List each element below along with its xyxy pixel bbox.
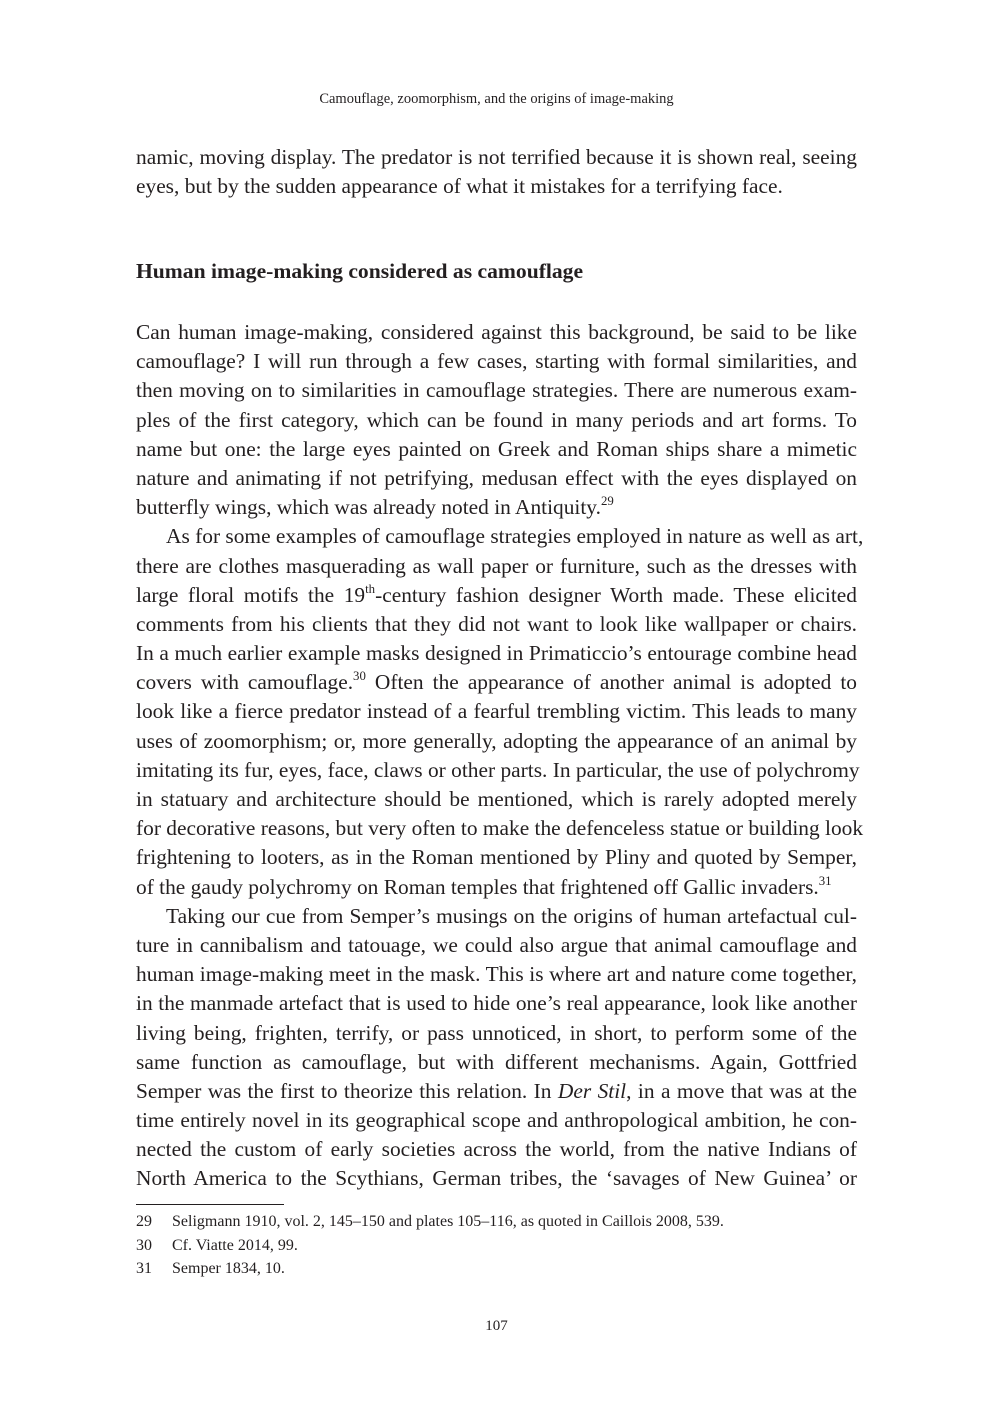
text-segment: -century fashion designer Worth made. These elicited <box>375 582 857 607</box>
footnote-ref[interactable]: 31 <box>818 873 832 888</box>
italic-title: Der Stil <box>557 1078 627 1103</box>
text-segment: butterfly wings, which was already noted in Antiquity. <box>136 495 601 520</box>
text-line: North America to the Scythians, German tribes, the ‘savages of New Guinea’ or <box>136 1166 857 1191</box>
footnote-text: Cf. Viatte 2014, 99. <box>172 1236 298 1254</box>
footnote-ref[interactable]: 29 <box>600 494 614 509</box>
text-line: for decorative reasons, but very often to make the defenceless statue or building look <box>136 816 864 841</box>
text-line: then moving on to similarities in camouflage strategies. There are numerous exam- <box>136 378 857 403</box>
footnote-text: Seligmann 1910, vol. 2, 145–150 and plates 105–116, as quoted in Caillois 2008, 539. <box>172 1213 724 1230</box>
text-line: name but one: the large eyes painted on Greek and Roman ships share a mimetic <box>136 436 857 461</box>
text-line: same function as camouflage, but with different mechanisms. Again, Gottfried <box>136 1049 857 1074</box>
section-heading: Human image-making considered as camouflage <box>136 259 584 283</box>
text-line <box>136 873 857 902</box>
text-line: In a much earlier example masks designed in Primaticcio’s entourage combine head <box>136 641 857 666</box>
carryover-paragraph <box>136 143 857 201</box>
text-line: there are clothes masquerading as wall paper or furniture, such as the dresses with <box>136 553 857 578</box>
text-line <box>136 668 857 697</box>
text-line: comments from his clients that they did not want to look like wallpaper or chairs. <box>136 611 857 636</box>
text-line: human image-making meet in the mask. This is where art and nature come together, <box>136 962 857 987</box>
text-line: ture in cannibalism and tatouage, we could also argue that animal camouflage and <box>136 932 857 957</box>
body-text <box>136 318 864 1194</box>
footnote-text: Semper 1834, 10. <box>172 1260 285 1277</box>
text-segment: large floral motifs the 19 <box>136 582 366 607</box>
text-line: nature and animating if not petrifying, medusan effect with the eyes displayed on <box>136 465 857 490</box>
running-head: Camouflage, zoomorphism, and the origins of image-making <box>319 91 674 107</box>
footnote <box>136 1210 724 1234</box>
text-line: frightening to looters, as in the Roman mentioned by Pliny and quoted by Semper, <box>136 845 857 870</box>
footnote <box>136 1257 724 1281</box>
footnote-number: 29 <box>136 1213 152 1230</box>
footnotes <box>136 1210 724 1281</box>
text-line: imitating its fur, eyes, face, claws or other parts. In particular, the use of polychromy <box>136 757 860 782</box>
text-line: namic, moving display. The predator is not terrified because it is shown real, seeing <box>136 145 857 169</box>
text-line: Taking our cue from Semper’s musings on the origins of human artefactual cul- <box>166 903 857 928</box>
text-line: time entirely novel in its geographical scope and anthropological ambition, he con- <box>136 1108 857 1133</box>
text-line: living being, frighten, terrify, or pass unnoticed, in short, to perform some of the <box>136 1020 857 1045</box>
page-number: 107 <box>485 1318 508 1334</box>
footnote-number: 30 <box>136 1236 152 1254</box>
superscript: th <box>365 581 376 596</box>
text-line: look like a fierce predator instead of a fearful trembling victim. This leads to many <box>136 699 857 724</box>
text-line <box>136 581 857 610</box>
text-segment: covers with camouflage. <box>136 670 354 695</box>
footnote-rule <box>136 1204 284 1205</box>
text-line: uses of zoomorphism; or, more generally, adopting the appearance of an animal by <box>136 728 857 753</box>
text-line <box>136 1077 857 1106</box>
text-line: Can human image-making, considered against this background, be said to be like <box>136 320 857 344</box>
text-line: in statuary and architecture should be mentioned, which is rarely adopted merely <box>136 787 857 811</box>
text-line: ples of the first category, which can be found in many periods and art forms. To <box>136 407 857 432</box>
text-segment: , in a move that was at the <box>626 1078 857 1103</box>
text-segment: Often the appearance of another animal is adopted to <box>365 670 857 695</box>
footnote-ref[interactable]: 30 <box>353 669 366 684</box>
text-line: eyes, but by the sudden appearance of what it mistakes for a terrifying face. <box>136 174 783 199</box>
footnote <box>136 1234 724 1258</box>
text-line: in the manmade artefact that is used to hide one’s real appearance, look like another <box>136 991 857 1016</box>
text-segment: of the gaudy polychromy on Roman temples that frightened off Gallic invaders. <box>136 874 819 899</box>
text-line <box>136 493 857 522</box>
text-line: As for some examples of camouflage strategies employed in nature as well as art, <box>166 524 864 549</box>
footnote-number: 31 <box>136 1260 152 1277</box>
text-line: nected the custom of early societies across the world, from the native Indians of <box>136 1137 857 1162</box>
text-line: camouflage? I will run through a few cases, starting with formal similarities, and <box>136 349 857 374</box>
text-segment: Semper was the first to theorize this relation. In <box>136 1078 558 1103</box>
